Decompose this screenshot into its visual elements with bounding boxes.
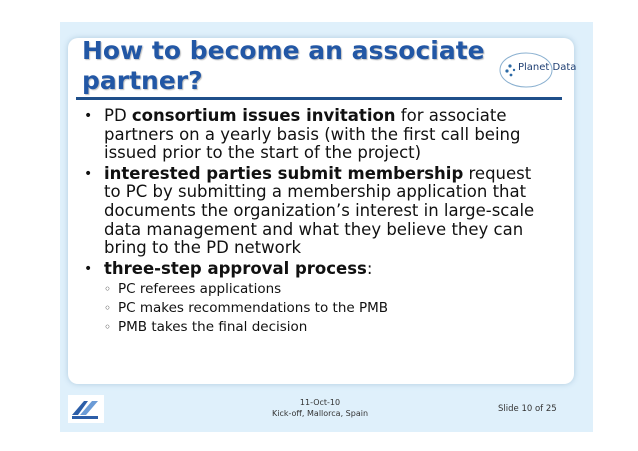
bullet-emphasis: interested parties submit membership bbox=[104, 163, 464, 183]
title-divider bbox=[76, 97, 562, 100]
sub-bullet-text: PMB takes the final decision bbox=[118, 319, 308, 336]
bullet-emphasis: three-step approval process bbox=[104, 258, 367, 278]
footer-info bbox=[240, 397, 400, 419]
bullet-item bbox=[82, 107, 552, 163]
sub-bullet-item bbox=[82, 299, 552, 318]
sub-bullet-item bbox=[82, 280, 552, 299]
bullet-text: : bbox=[366, 258, 373, 278]
slide-body bbox=[82, 107, 552, 337]
bullet-text: for associate partners on a yearly basis (with the first call being issued prior to the start of the project) bbox=[104, 106, 521, 163]
sub-bullet-ring-icon: ◦ bbox=[104, 282, 112, 297]
bullet-item bbox=[82, 165, 552, 258]
sub-bullet-item bbox=[82, 318, 552, 337]
bullet-text: PD bbox=[104, 106, 132, 125]
sub-bullet-ring-icon: ◦ bbox=[104, 320, 112, 335]
bullet-item bbox=[82, 260, 552, 279]
footer-event: Kick-off, Mallorca, Spain bbox=[271, 409, 369, 418]
slide-title: How to become an associate partner? bbox=[82, 36, 485, 95]
bullet-text: request to PC by submitting a membership application that documents the organization’s interest in large-scale data management and what they believe they can bring to the PD network bbox=[104, 163, 535, 258]
slide-number: Slide 10 of 25 bbox=[498, 404, 557, 414]
footer-date: 11-Oct-10 bbox=[299, 398, 341, 407]
logo-wordmark: Planet Data bbox=[518, 62, 577, 73]
bullet-dot-icon: • bbox=[84, 165, 93, 182]
sub-bullet-text: PC makes recommendations to the PMB bbox=[118, 300, 389, 317]
bullet-emphasis: consortium issues invitation bbox=[131, 106, 396, 125]
bullet-dot-icon: • bbox=[84, 108, 93, 124]
eu-fp7-logo-icon bbox=[68, 395, 104, 423]
sub-bullet-text: PC referees applications bbox=[118, 281, 282, 298]
bullet-dot-icon: • bbox=[84, 260, 93, 277]
sub-bullet-ring-icon: ◦ bbox=[104, 301, 112, 316]
